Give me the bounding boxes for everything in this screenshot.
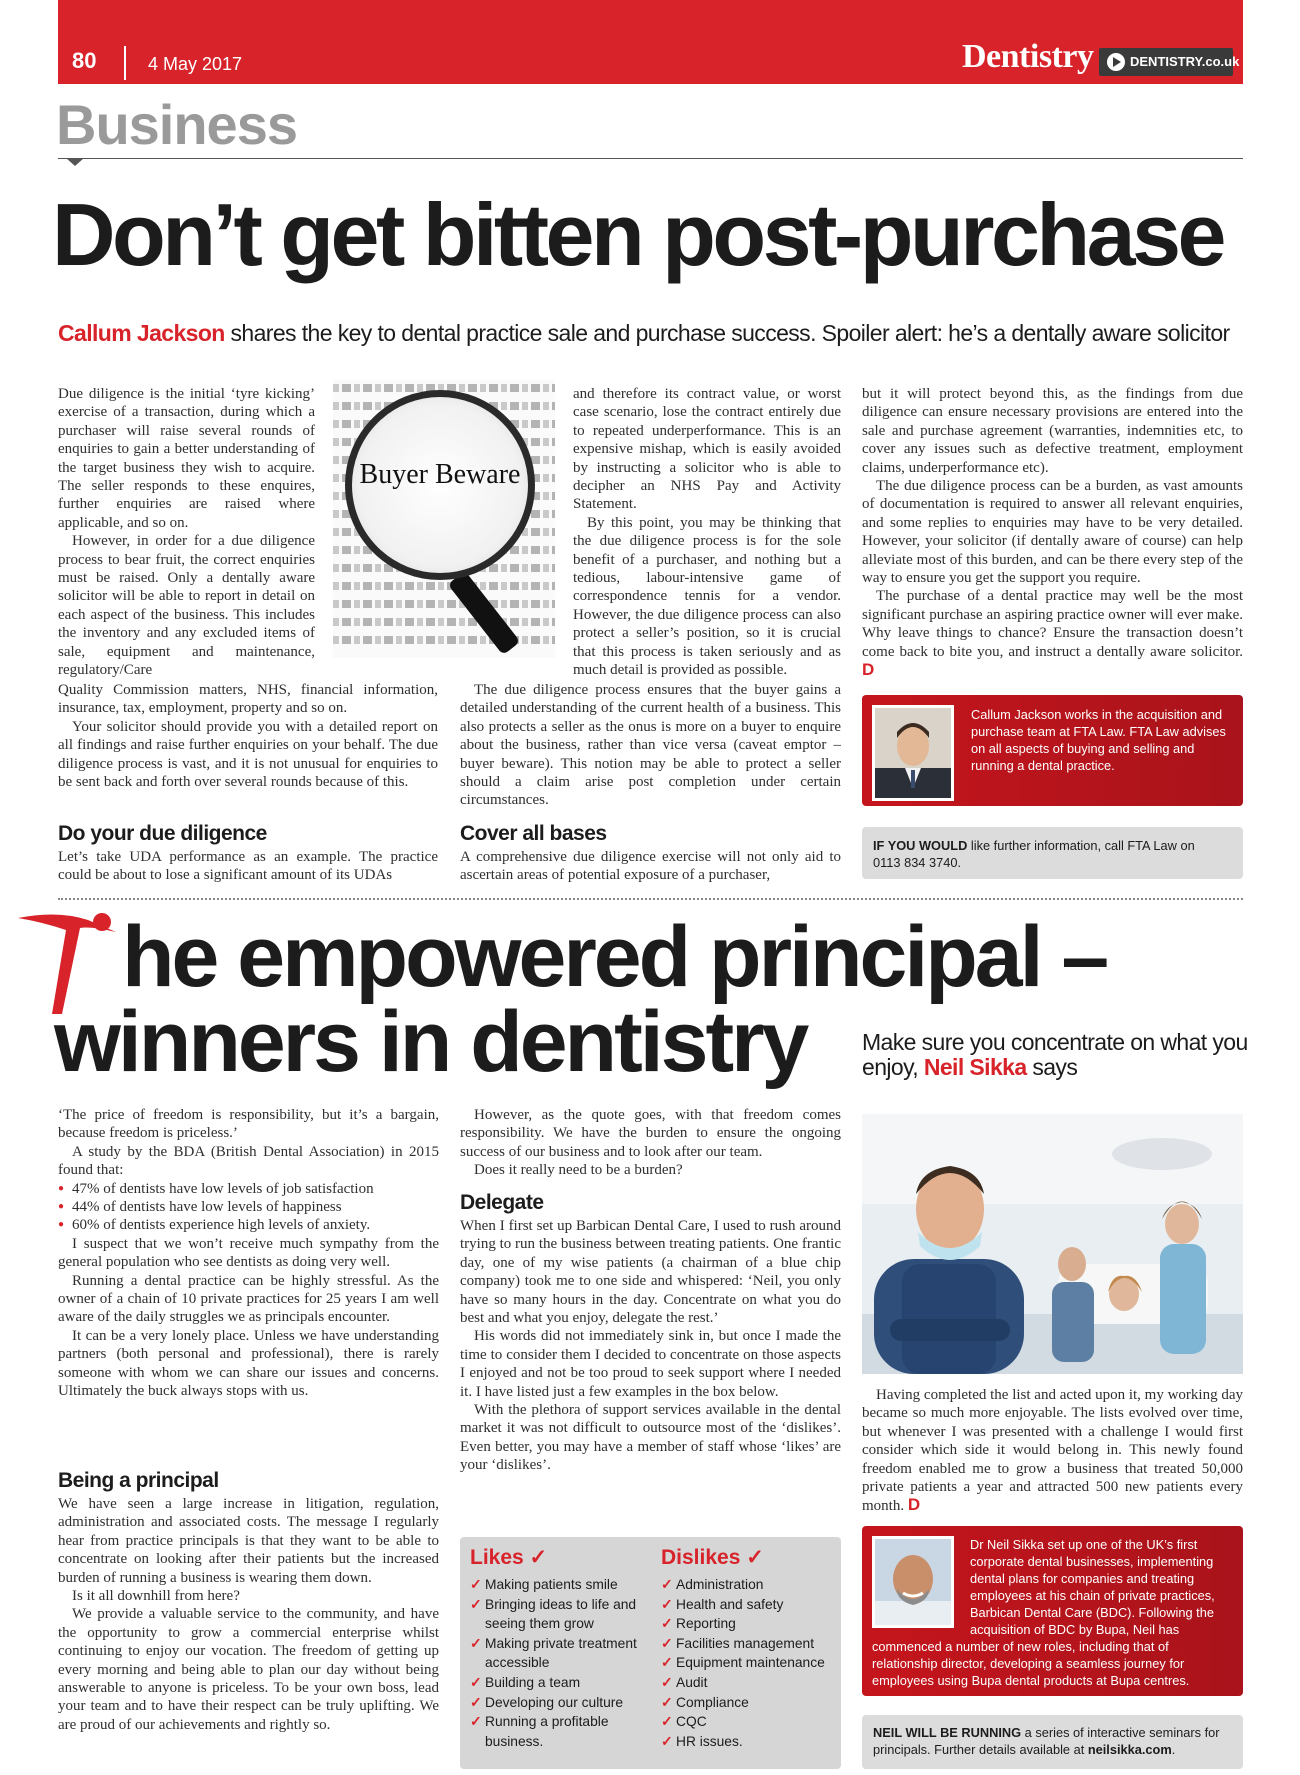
- article1-standfirst-text: shares the key to dental practice sale and purchase success. Spoiler alert: he’s a dentally aware solicitor: [224, 320, 1230, 346]
- paragraph: Your solicitor should provide you with a detailed report on all findings and raise further enquiries on your behalf. The due diligence process is vast, and it is not unusual for enquiries to be sent back and forth over several rounds because of this.: [58, 718, 438, 791]
- list-item: ✓ Bringing ideas to life and seeing them grow: [470, 1595, 640, 1634]
- header-divider: [124, 46, 126, 80]
- author-bio-text-wrap: [872, 1536, 1236, 1689]
- article1-standfirst: [58, 320, 1230, 347]
- contact-body: like further information, call FTA Law on 0113 834 3740.: [873, 838, 1195, 870]
- list-item: ● 44% of dentists have low levels of happiness: [58, 1198, 439, 1216]
- paragraph-text: Having completed the list and acted upon it, my working day became so much more enjoyable. The lists evolved over time, but whenever I was presented with a challenge I would first consider which side it would belong in. This newly found freedom enabled me to grow a business that treated 50,000 private patients a year and attracted 500 new patients every month.: [862, 1387, 1244, 1515]
- list-item: ✓ Making private treatment accessible: [470, 1634, 640, 1673]
- list-item: ● 47% of dentists have low levels of job satisfaction: [58, 1180, 439, 1198]
- list-item: ✓ Health and safety: [661, 1595, 833, 1615]
- paragraph: Let’s take UDA performance as an example. The practice could be about to lose a significant amount of its UDAs: [58, 849, 438, 884]
- paragraph: [862, 1386, 1243, 1516]
- paragraph: The due diligence process can be a burden, as vast amounts of documentation is required to answer all relevant enquiries, and some replies to enquiries may have to be very detailed. However, your solicitor (if dentally aware of course) can help alleviate most of this burden, and can be there every step of the way to ensure you get the support you require.: [862, 478, 1243, 587]
- page-number: 80: [72, 48, 97, 73]
- buyer-beware-image: [333, 380, 555, 658]
- article1-author: Callum Jackson: [58, 320, 225, 346]
- article2-headline-line2: winners in dentistry: [54, 994, 807, 1090]
- paragraph: By this point, you may be thinking that the due diligence process is for the sole benefit of a purchaser, and nothing but a tedious, labour-intensive game of correspondence tennis for a vendor. However, the due diligence process can also protect a seller’s position, so it is crucial that this process is taken seriously and as much detail is provided as possible.: [573, 514, 841, 679]
- list-item: ✓ Compliance: [661, 1693, 833, 1713]
- paragraph: Running a dental practice can be highly stressful. As the owner of a chain of 10 private practices for 25 years I am well aware of the daily struggles we as principals encounter.: [58, 1272, 439, 1326]
- article2-col1-principal: [58, 1495, 439, 1734]
- contact-body: a series of interactive seminars for principals. Further details available at: [873, 1725, 1220, 1757]
- site-link-text[interactable]: DENTISTRY.co.uk: [1130, 54, 1240, 69]
- list-item: ✓ CQC: [661, 1712, 833, 1732]
- dislikes-list: [661, 1575, 833, 1751]
- dental-team-photo: [862, 1114, 1243, 1374]
- author-photo-callum: [872, 705, 954, 801]
- paragraph: Does it really need to be a burden?: [474, 1162, 683, 1179]
- list-item: ✓ Equipment maintenance: [661, 1653, 833, 1673]
- contact-end: .: [1171, 1742, 1176, 1757]
- article2-headline-line1: he empowered principal –: [122, 909, 1107, 1005]
- paragraph: ‘The price of freedom is responsibility, but it’s a bargain, because freedom is priceless.’: [58, 1107, 439, 1142]
- paragraph: His words did not immediately sink in, but once I made the time to consider them I decided to concentrate on those aspects I enjoyed and not be too proud to seek support where I needed it. I have listed just a few examples in the box below.: [460, 1328, 841, 1400]
- article2-col1: [58, 1106, 439, 1401]
- list-item: ✓ Making patients smile: [470, 1575, 640, 1595]
- article-divider: [58, 898, 1243, 900]
- paragraph: The due diligence process ensures that the buyer gains a detailed understanding of the current health of a business. This also protects a seller as the onus is more on a buyer to enquire about the business, rather than vice versa (caveat emptor – buyer beware). This notion may be able to protect a seller should a claim arise post completion under certain circumstances.: [460, 682, 841, 809]
- article2-col2: [460, 1106, 841, 1180]
- section-title: Business: [56, 93, 297, 156]
- list-item: ✓ Reporting: [661, 1614, 833, 1634]
- list-item: ✓ Running a profitable business.: [470, 1712, 640, 1751]
- paragraph: and therefore its contract value, or worst case scenario, lose the contract entirely due to repeated underperformance. This is an expensive mishap, which is easily avoided by instructing a solicitor who is able to decipher an NHS Pay and Activity Statement.: [573, 386, 841, 513]
- image-caption-text: Buyer Beware: [359, 459, 521, 490]
- article1-col1-full: [58, 681, 438, 791]
- article2-subhead-principal: Being a principal: [58, 1469, 219, 1492]
- paragraph: but it will protect beyond this, as the findings from due diligence can ensure necessary provisions are entered into the sale and purchase agreement (warranties, indemnities etc, to cover any issues such as defective treatment, employment claims, underperformance etc).: [862, 386, 1243, 476]
- paragraph: Is it all downhill from here?: [72, 1588, 240, 1605]
- paragraph: However, in order for a due diligence process to bear fruit, the correct enquiries must be raised. Only a dentally aware solicitor will be able to report in detail on each aspect of the business. This includes the inventory and any excluded items of sale, equipment and maintenance, regulatory/Care: [58, 533, 315, 679]
- list-item: ✓ HR issues.: [661, 1732, 833, 1752]
- article1-subhead-diligence: Do your due diligence: [58, 822, 267, 845]
- section-notch: [66, 158, 84, 166]
- contact-lead: NEIL WILL BE RUNNING: [873, 1725, 1022, 1740]
- article2-col3: [862, 1386, 1243, 1516]
- article1-col2-wrap: [573, 385, 841, 680]
- play-icon: [1107, 53, 1125, 71]
- author-bio-text: Dr Neil Sikka set up one of the UK’s first corporate dental businesses, implementing dental plans for companies and treating employees at his chain of private practices, Barbican Dental Care (BDC). Following the acquisition of BDC by Bupa, Neil has commenced a number of new roles, including that of relationship director, developing a seamless journey for employees using Bupa dental products at Bupa centres.: [872, 1537, 1215, 1688]
- list-item: ✓ Administration: [661, 1575, 833, 1595]
- paragraph: A study by the BDA (British Dental Association) in 2015 found that:: [58, 1143, 439, 1179]
- end-mark: D: [862, 660, 875, 680]
- dislikes-heading: Dislikes ✓: [661, 1546, 764, 1569]
- list-item: ● 60% of dentists experience high levels of anxiety.: [58, 1216, 439, 1234]
- article1-sub2-text: [460, 848, 841, 885]
- article1-col1-wrap: [58, 385, 315, 680]
- likes-list: [470, 1575, 640, 1751]
- magnifier-icon: [345, 390, 535, 580]
- paragraph: We provide a valuable service to the community, and have the opportunity to grow a commercial enterprise whilst continuing to enjoy our vocation. The freedom of getting up every morning and being able to plan our day without being answerable to anyone is priceless. To be your own boss, lead your team and to have their respect can be truly uplifting. We are proud of our achievements and rightly so.: [58, 1606, 439, 1733]
- contact-lead: IF YOU WOULD: [873, 838, 968, 853]
- article2-author: Neil Sikka: [923, 1054, 1027, 1080]
- paragraph: It can be a very lonely place. Unless we have understanding partners (both personal and professional), there is rarely someone with whom we can share our issues and concerns. Ultimately the buck always stops with us.: [58, 1327, 439, 1400]
- paragraph: I suspect that we won’t receive much sympathy from the general population who see dentists as doing very well.: [58, 1235, 439, 1271]
- likes-heading: Likes ✓: [470, 1546, 548, 1569]
- contact-text: [873, 1724, 1235, 1758]
- paragraph: [862, 587, 1243, 680]
- paragraph: With the plethora of support services available in the dental market it was not difficult to outsource most of the ‘dislikes’. Even better, you may have a member of staff whose ‘likes’ are your ‘dislikes’.: [460, 1402, 841, 1474]
- paragraph: We have seen a large increase in litigation, regulation, administration and associated costs. The message I regularly hear from practice principals is that they want to be able to concentrate on looking after their patients but the increased burden of running a business is wearing them down.: [58, 1496, 439, 1586]
- section-rule: [58, 158, 1243, 159]
- standfirst-text: Make sure you concentrate on what you enjoy,: [862, 1029, 1248, 1080]
- paragraph-text: The purchase of a dental practice may well be the most significant purchase an aspiring practice owner will ever make. Why leave things to chance? Ensure the transaction doesn’t come back to bite you, and instruct a dentally aware solicitor.: [862, 588, 1243, 660]
- contact-text: [873, 837, 1223, 871]
- author-bio-text: Callum Jackson works in the acquisition and purchase team at FTA Law. FTA Law advises on all aspects of buying and selling and running a dental practice.: [971, 707, 1226, 773]
- article1-sub1-text: [58, 848, 438, 885]
- paragraph: When I first set up Barbican Dental Care, I used to rush around trying to run the business between treating patients. One frantic day, one of my wise patients (a chairman of a blue chip company) took me to one side and whispered: ‘Neil, you only have so many hours in the day. Concentrate on what you do best and what you enjoy, delegate the rest.’: [460, 1218, 841, 1327]
- list-item: ✓ Building a team: [470, 1673, 640, 1693]
- article2-standfirst: [862, 1030, 1252, 1080]
- end-mark: D: [907, 1495, 921, 1515]
- article1-col2-full: [460, 681, 841, 810]
- publication-logo: Dentistry: [962, 38, 1094, 75]
- paragraph: Quality Commission matters, NHS, financial information, insurance, tax, employment, property and so on.: [58, 682, 438, 717]
- list-item: ✓ Developing our culture: [470, 1693, 640, 1713]
- article1-col3: [862, 385, 1243, 681]
- standfirst-end: says: [1026, 1054, 1078, 1080]
- bda-stats-list: [58, 1180, 439, 1235]
- paragraph: A comprehensive due diligence exercise will not only aid to ascertain areas of potential exposure of a purchaser,: [460, 849, 841, 884]
- article1-subhead-bases: Cover all bases: [460, 822, 607, 845]
- website-link[interactable]: neilsikka.com: [1087, 1742, 1172, 1757]
- paragraph: However, as the quote goes, with that freedom comes responsibility. We have the burden to ensure the ongoing success of our business and to look after our team.: [460, 1107, 841, 1160]
- article1-headline: Don’t get bitten post-purchase: [52, 185, 1223, 284]
- list-item: ✓ Facilities management: [661, 1634, 833, 1654]
- list-item: ✓ Audit: [661, 1673, 833, 1693]
- article2-col2-delegate: [460, 1217, 841, 1475]
- paragraph: Due diligence is the initial ‘tyre kicking’ exercise of a transaction, during which a purchaser will raise several rounds of enquiries to gain a better understanding of the target business they wish to acquire. The seller responds to these enquires, further enquiries are raised where applicable, and so on.: [58, 386, 315, 531]
- article2-subhead-delegate: Delegate: [460, 1191, 544, 1214]
- issue-date: 4 May 2017: [148, 54, 243, 74]
